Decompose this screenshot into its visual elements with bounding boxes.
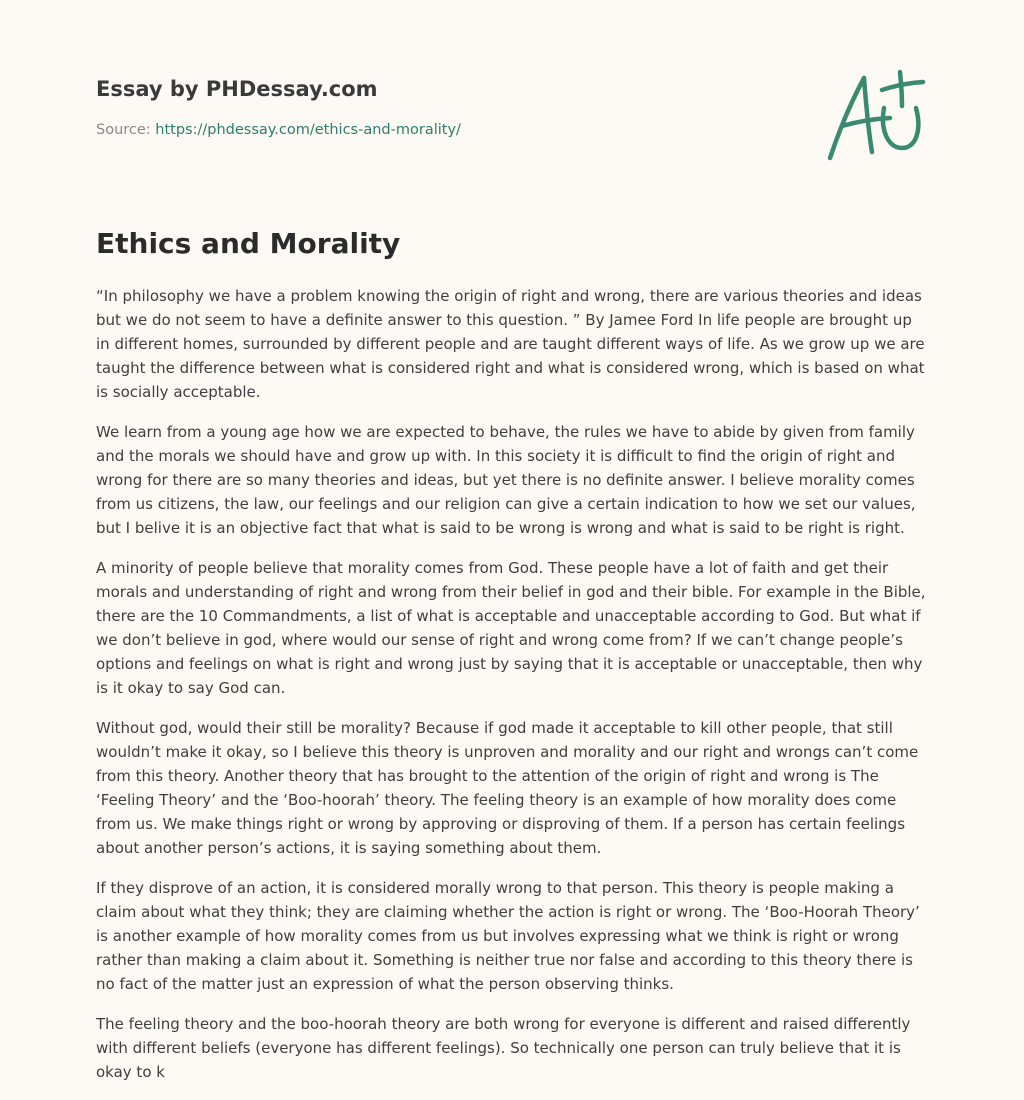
source-label: Source:: [96, 122, 151, 138]
page-header: [96, 72, 926, 140]
a-plus-logo-icon: [820, 64, 930, 168]
article-paragraph: If they disprove of an action, it is considered morally wrong to that person. This theory is people making a claim about what they think; they are claiming whether the action is right or wrong. The ‘Boo-Hoorah Theory’ is another example of how morality comes from us but involves expressing what we think is right or wrong rather than making a claim about it. Something is neither true nor false and according to this theory there is no fact of the matter just an expression of what the person observing thinks.: [96, 879, 920, 993]
article-paragraph: The feeling theory and the boo-hoorah theory are both wrong for everyone is different and raised differently with different beliefs (everyone has different feelings). So technically one person can truly believe that it is okay to k: [96, 1015, 911, 1081]
article-paragraph: We learn from a young age how we are expected to behave, the rules we have to abide by given from family and the morals we should have and grow up with. In this society it is difficult to find the origin of right and wrong for there are so many theories and ideas, but yet there is no definite answer. I believe morality comes from us citizens, the law, our feelings and our religion can give a certain indication to how we set our values, but I belive it is an objective fact that what is said to be wrong is wrong and what is said to be right is right.: [96, 423, 916, 537]
article-paragraph: Without god, would their still be morality? Because if god made it acceptable to kill other people, that still wouldn’t make it okay, so I believe this theory is unproven and morality and our right and wrongs can’t come from this theory. Another theory that has brought to the attention of the origin of right and wrong is The ‘Feeling Theory’ and the ‘Boo-hoorah’ theory. The feeling theory is an example of how morality does come from us. We make things right or wrong by approving or disproving of them. If a person has certain feelings about another person’s actions, it is saying something about them.: [96, 719, 919, 857]
brand-title: Essay by PHDessay.com: [96, 77, 378, 101]
article-paragraph: “In philosophy we have a problem knowing the origin of right and wrong, there are various theories and ideas but we do not seem to have a definite answer to this question. ” By Jamee Ford In life people are brought up in different homes, surrounded by different people and are taught different ways of life. As we grow up we are taught the difference between what is considered right and what is considered wrong, which is based on what is socially acceptable.: [96, 287, 925, 401]
article-paragraph: A minority of people believe that morality comes from God. These people have a lot of faith and get their morals and understanding of right and wrong from their belief in god and their bible. For example in the Bible, there are the 10 Commandments, a list of what is acceptable and unacceptable according to God. But what if we don’t believe in god, where would our sense of right and wrong come from? If we can’t change people’s options and feelings on what is right and wrong just by saying that it is acceptable or unacceptable, then why is it okay to say God can.: [96, 559, 926, 697]
article-title: Ethics and Morality: [96, 227, 401, 260]
source-line: [96, 120, 926, 140]
source-link[interactable]: https://phdessay.com/ethics-and-morality/: [155, 122, 461, 138]
article-body: [96, 284, 928, 1100]
